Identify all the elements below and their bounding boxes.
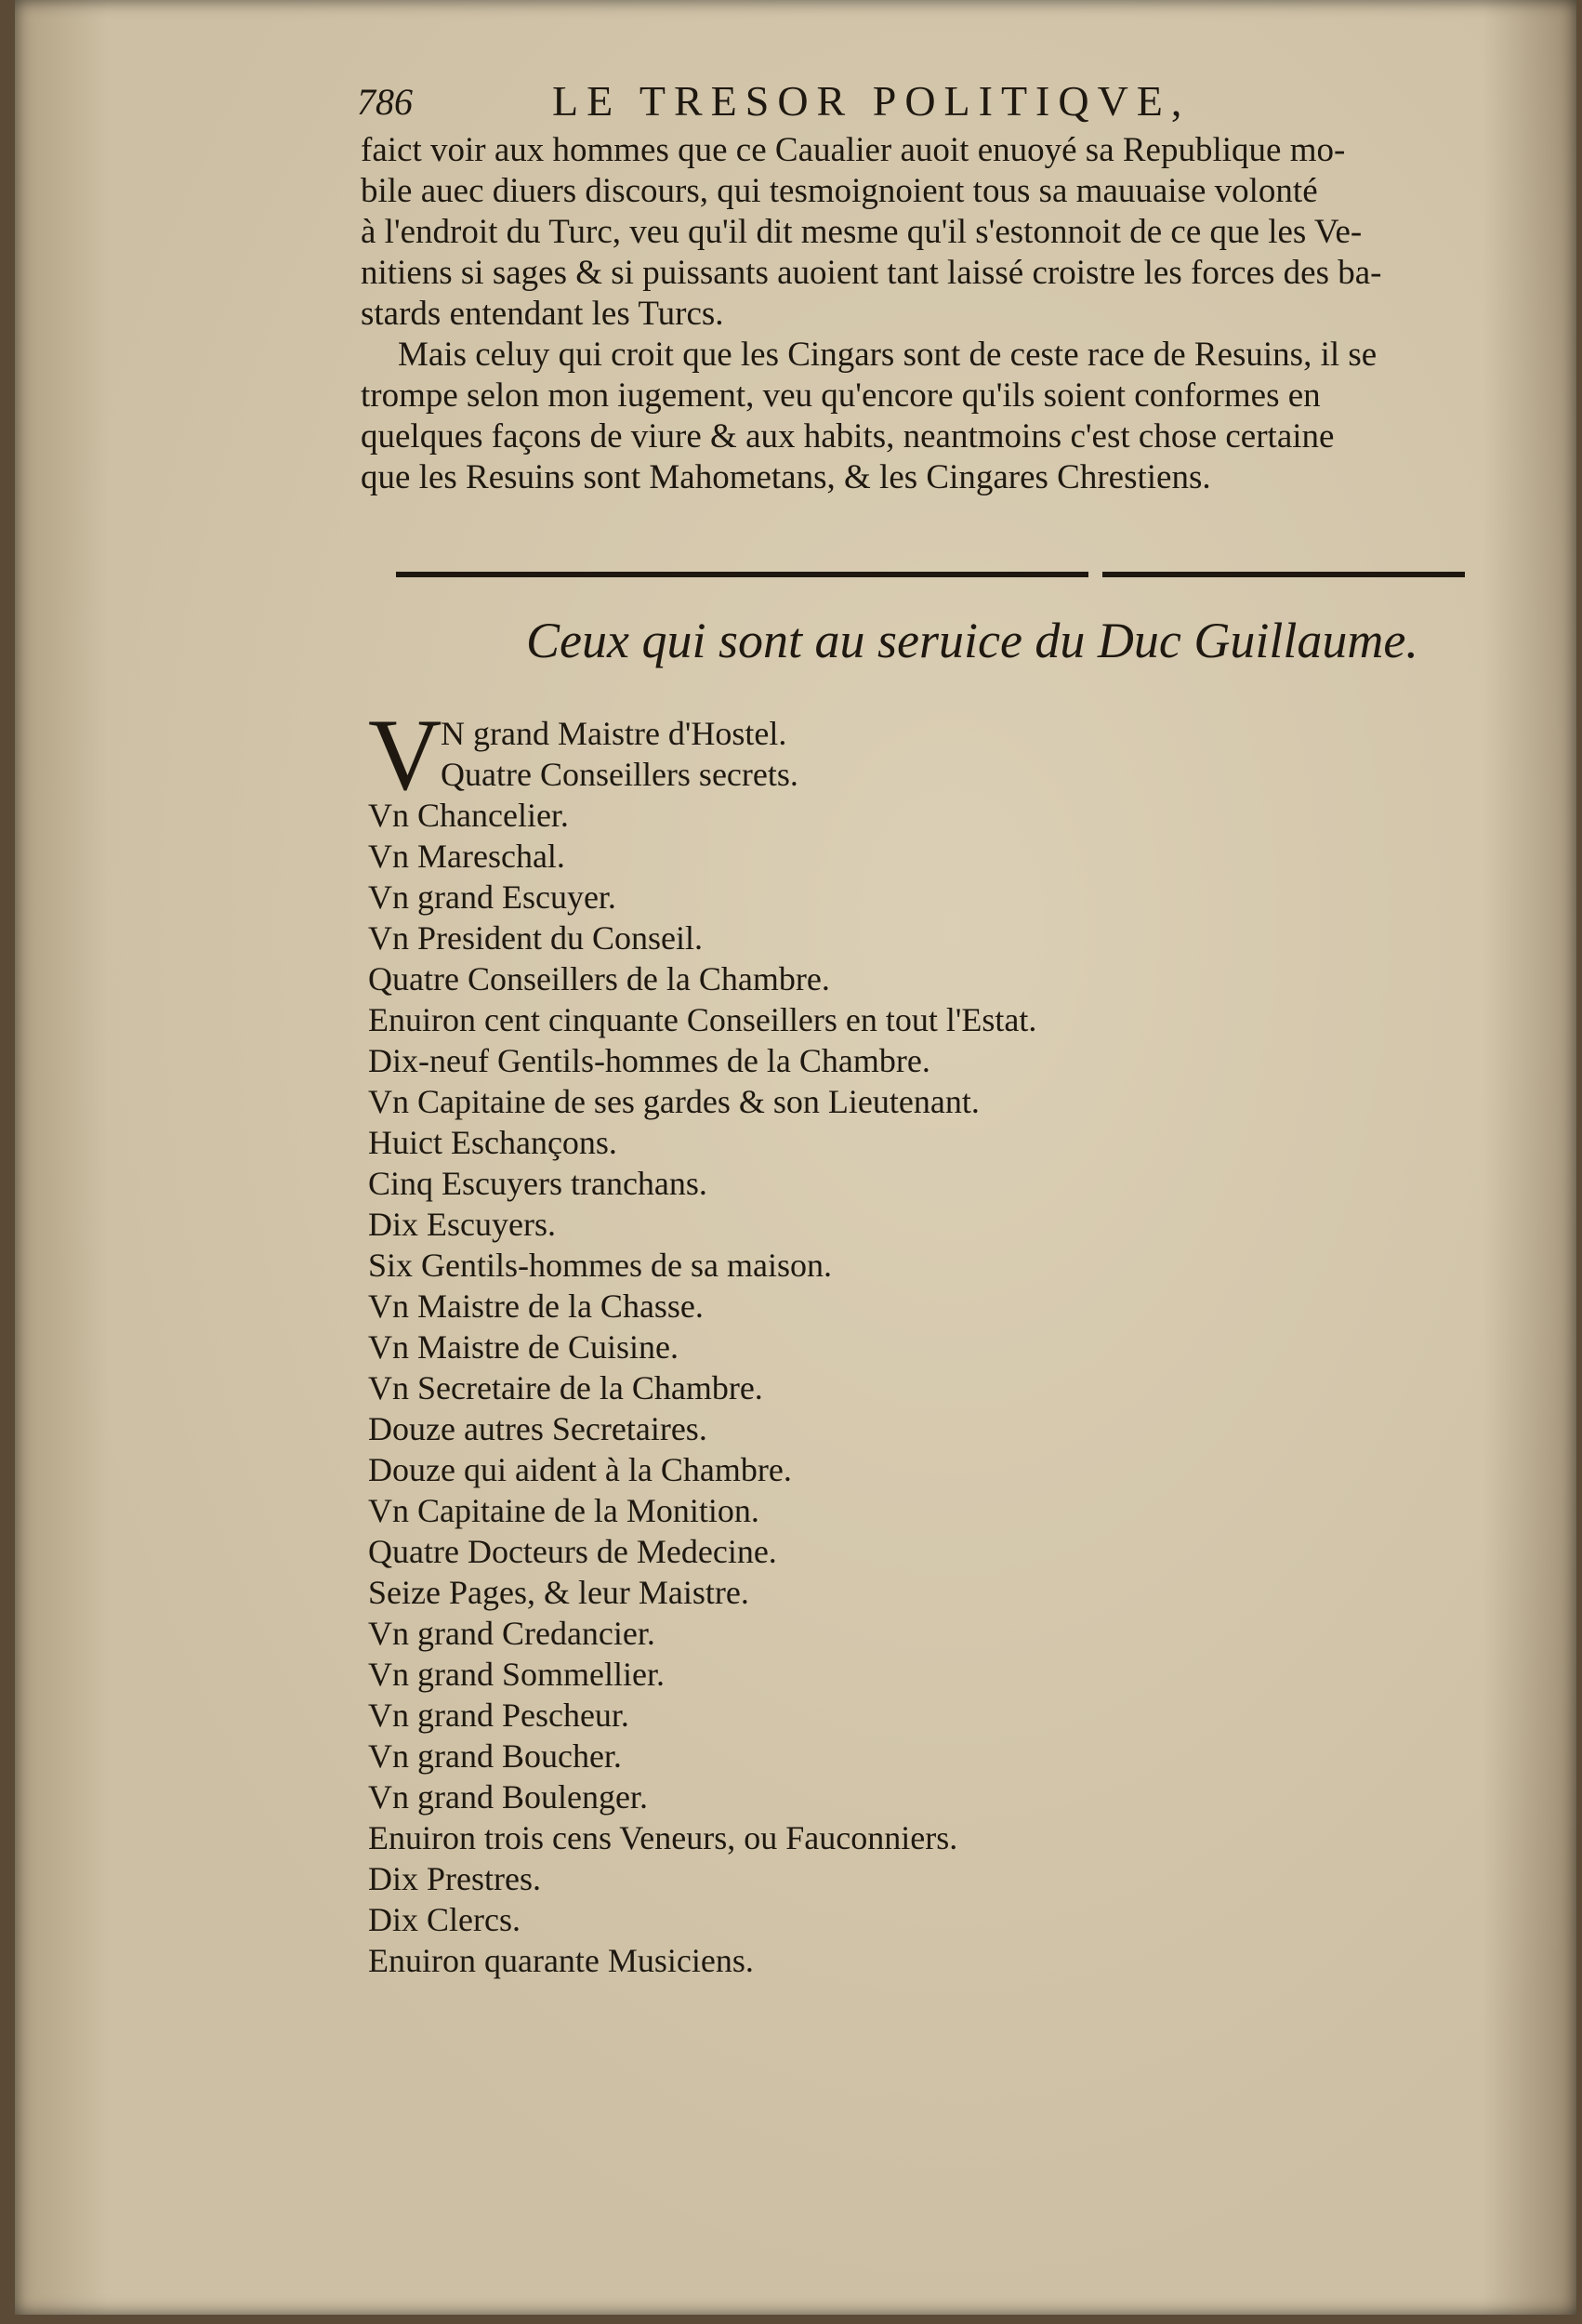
body-text (361, 130, 1485, 498)
list-item: Vn Chancelier. (368, 797, 569, 834)
list-item: Vn Mareschal. (368, 838, 565, 875)
list-item: N grand Maistre d'Hostel. (441, 715, 787, 752)
section-rule-left (396, 572, 1088, 577)
list-item: Vn grand Credancier. (368, 1615, 655, 1652)
list-item: Enuiron trois cens Veneurs, ou Fauconniers. (368, 1819, 958, 1856)
list-item: Dix Prestres. (368, 1860, 541, 1897)
list-item: Cinq Escuyers tranchans. (368, 1165, 707, 1202)
text-line: faict voir aux hommes que ce Caualier auoit enuoyé sa Republique mo- (361, 131, 1346, 169)
list-item: Enuiron quarante Musiciens. (368, 1942, 754, 1979)
running-title: LE TRESOR POLITIQVE, (552, 77, 1191, 125)
book-page (15, 0, 1576, 2315)
text-line: Mais celuy qui croit que les Cingars sont de ceste race de Resuins, il se (398, 336, 1378, 374)
list-item: Dix Clercs. (368, 1901, 521, 1938)
list-item: Vn Maistre de Cuisine. (368, 1328, 679, 1366)
list-item: Enuiron cent cinquante Conseillers en tout l'Estat. (368, 1001, 1037, 1038)
paragraph (361, 130, 1485, 335)
list-item: Douze autres Secretaires. (368, 1410, 707, 1447)
paragraph (361, 335, 1485, 498)
list-item: Seize Pages, & leur Maistre. (368, 1574, 749, 1611)
text-line: trompe selon mon iugement, veu qu'encore qu'ils soient conformes en (361, 376, 1321, 415)
list-item: Quatre Conseillers secrets. (441, 756, 798, 793)
text-line: bile auec diuers discours, qui tesmoignoient tous sa mauuaise volonté (361, 172, 1318, 210)
list-item: Vn Secretaire de la Chambre. (368, 1369, 763, 1406)
list-item: Douze qui aident à la Chambre. (368, 1451, 792, 1488)
list-item: Six Gentils-hommes de sa maison. (368, 1247, 832, 1284)
list-item: Vn grand Boulenger. (368, 1778, 648, 1816)
list-item: Vn grand Pescheur. (368, 1697, 629, 1734)
list-item: Vn Maistre de la Chasse. (368, 1287, 704, 1325)
text-line: que les Resuins sont Mahometans, & les Cingares Chrestiens. (361, 458, 1211, 496)
text-line: nitiens si sages & si puissants auoient tant laissé croistre les forces des ba- (361, 254, 1382, 292)
list-item: Vn President du Conseil. (368, 919, 703, 957)
page-number: 786 (357, 81, 413, 123)
page-header (348, 76, 1286, 123)
list-item: Quatre Docteurs de Medecine. (368, 1533, 777, 1570)
list-item: Vn Capitaine de ses gardes & son Lieutenant. (368, 1083, 980, 1120)
list-item: Vn grand Boucher. (368, 1737, 622, 1775)
list-item: Quatre Conseillers de la Chambre. (368, 960, 830, 997)
list-item: Vn grand Sommellier. (368, 1656, 665, 1693)
list-item: Vn Capitaine de la Monition. (368, 1492, 759, 1529)
drop-cap: V (368, 698, 442, 812)
text-line: stards entendant les Turcs. (361, 295, 724, 333)
section-rule-right (1102, 572, 1465, 577)
text-line: quelques façons de viure & aux habits, neantmoins c'est chose certaine (361, 417, 1335, 456)
list-item: Vn grand Escuyer. (368, 878, 616, 916)
list-item: Dix Escuyers. (368, 1206, 556, 1243)
list-item: Huict Eschançons. (368, 1124, 617, 1161)
text-line: à l'endroit du Turc, veu qu'il dit mesme qu'il s'estonnoit de ce que les Ve- (361, 213, 1363, 251)
list-item: Dix-neuf Gentils-hommes de la Chambre. (368, 1042, 930, 1079)
section-heading: Ceux qui sont au seruice du Duc Guillaume. (526, 613, 1418, 668)
